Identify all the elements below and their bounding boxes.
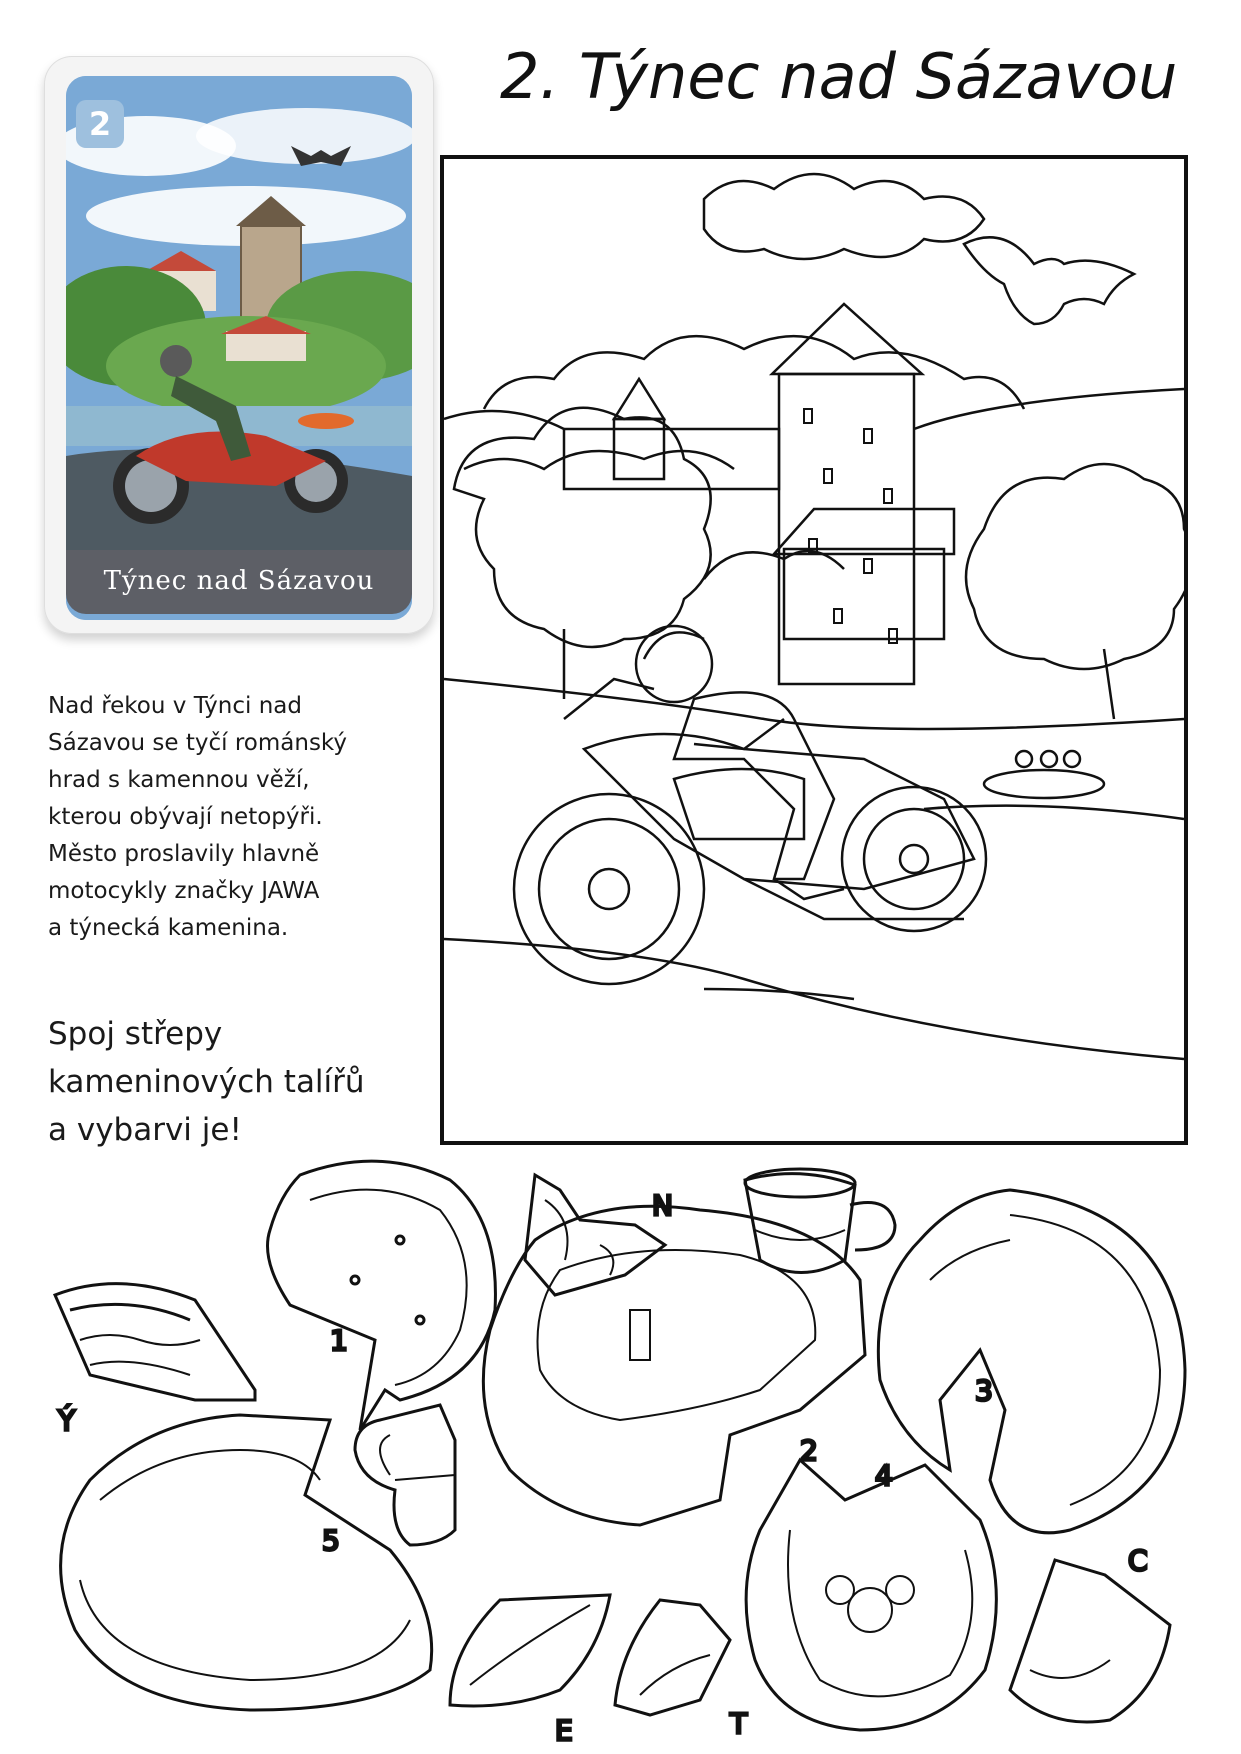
- sherd-t[interactable]: [615, 1600, 730, 1715]
- bat-icon: [964, 237, 1134, 324]
- label-n: N: [652, 1189, 673, 1222]
- label-c: C: [1128, 1544, 1148, 1577]
- label-t: T: [730, 1707, 748, 1740]
- sherd-e[interactable]: [450, 1595, 610, 1706]
- sherd-c[interactable]: [1010, 1560, 1170, 1722]
- card-illustration: [66, 76, 412, 620]
- sherd-1[interactable]: [268, 1161, 496, 1430]
- coloring-picture: [440, 155, 1188, 1145]
- sherd-2[interactable]: [483, 1206, 865, 1525]
- label-5: 5: [322, 1524, 340, 1557]
- label-y: Ý: [58, 1404, 76, 1437]
- rider-illustration: [636, 626, 844, 899]
- sherd-y[interactable]: [55, 1284, 255, 1400]
- sherd-3[interactable]: [878, 1190, 1185, 1533]
- sherd-5[interactable]: [61, 1415, 432, 1710]
- sherd-4[interactable]: [746, 1460, 996, 1730]
- sherd-n[interactable]: [525, 1175, 665, 1295]
- instruction-text: Spoj střepy kameninových talířů a vybarvi je!: [48, 1016, 365, 1148]
- label-1: 1: [330, 1324, 348, 1357]
- motorcycle-illustration: [514, 679, 986, 984]
- label-2: 2: [800, 1434, 818, 1467]
- label-3: 3: [975, 1374, 993, 1407]
- card-caption: Týnec nad Sázavou: [66, 550, 412, 614]
- label-e: E: [555, 1714, 573, 1747]
- plate-sherds-puzzle: [0, 1150, 1241, 1754]
- location-card: [44, 56, 434, 634]
- card-number-badge: 2: [76, 100, 124, 148]
- label-4: 4: [875, 1459, 893, 1492]
- page-title: 2. Týnec nad Sázavou: [500, 40, 1178, 113]
- description-text: Nad řekou v Týnci nad Sázavou se tyčí románský hrad s kamennou věží, kterou obývají netopýři. Město proslavily hlavně motocykly značky JAWA a týnecká kamenina.: [48, 693, 348, 941]
- pitcher-icon[interactable]: [355, 1405, 455, 1545]
